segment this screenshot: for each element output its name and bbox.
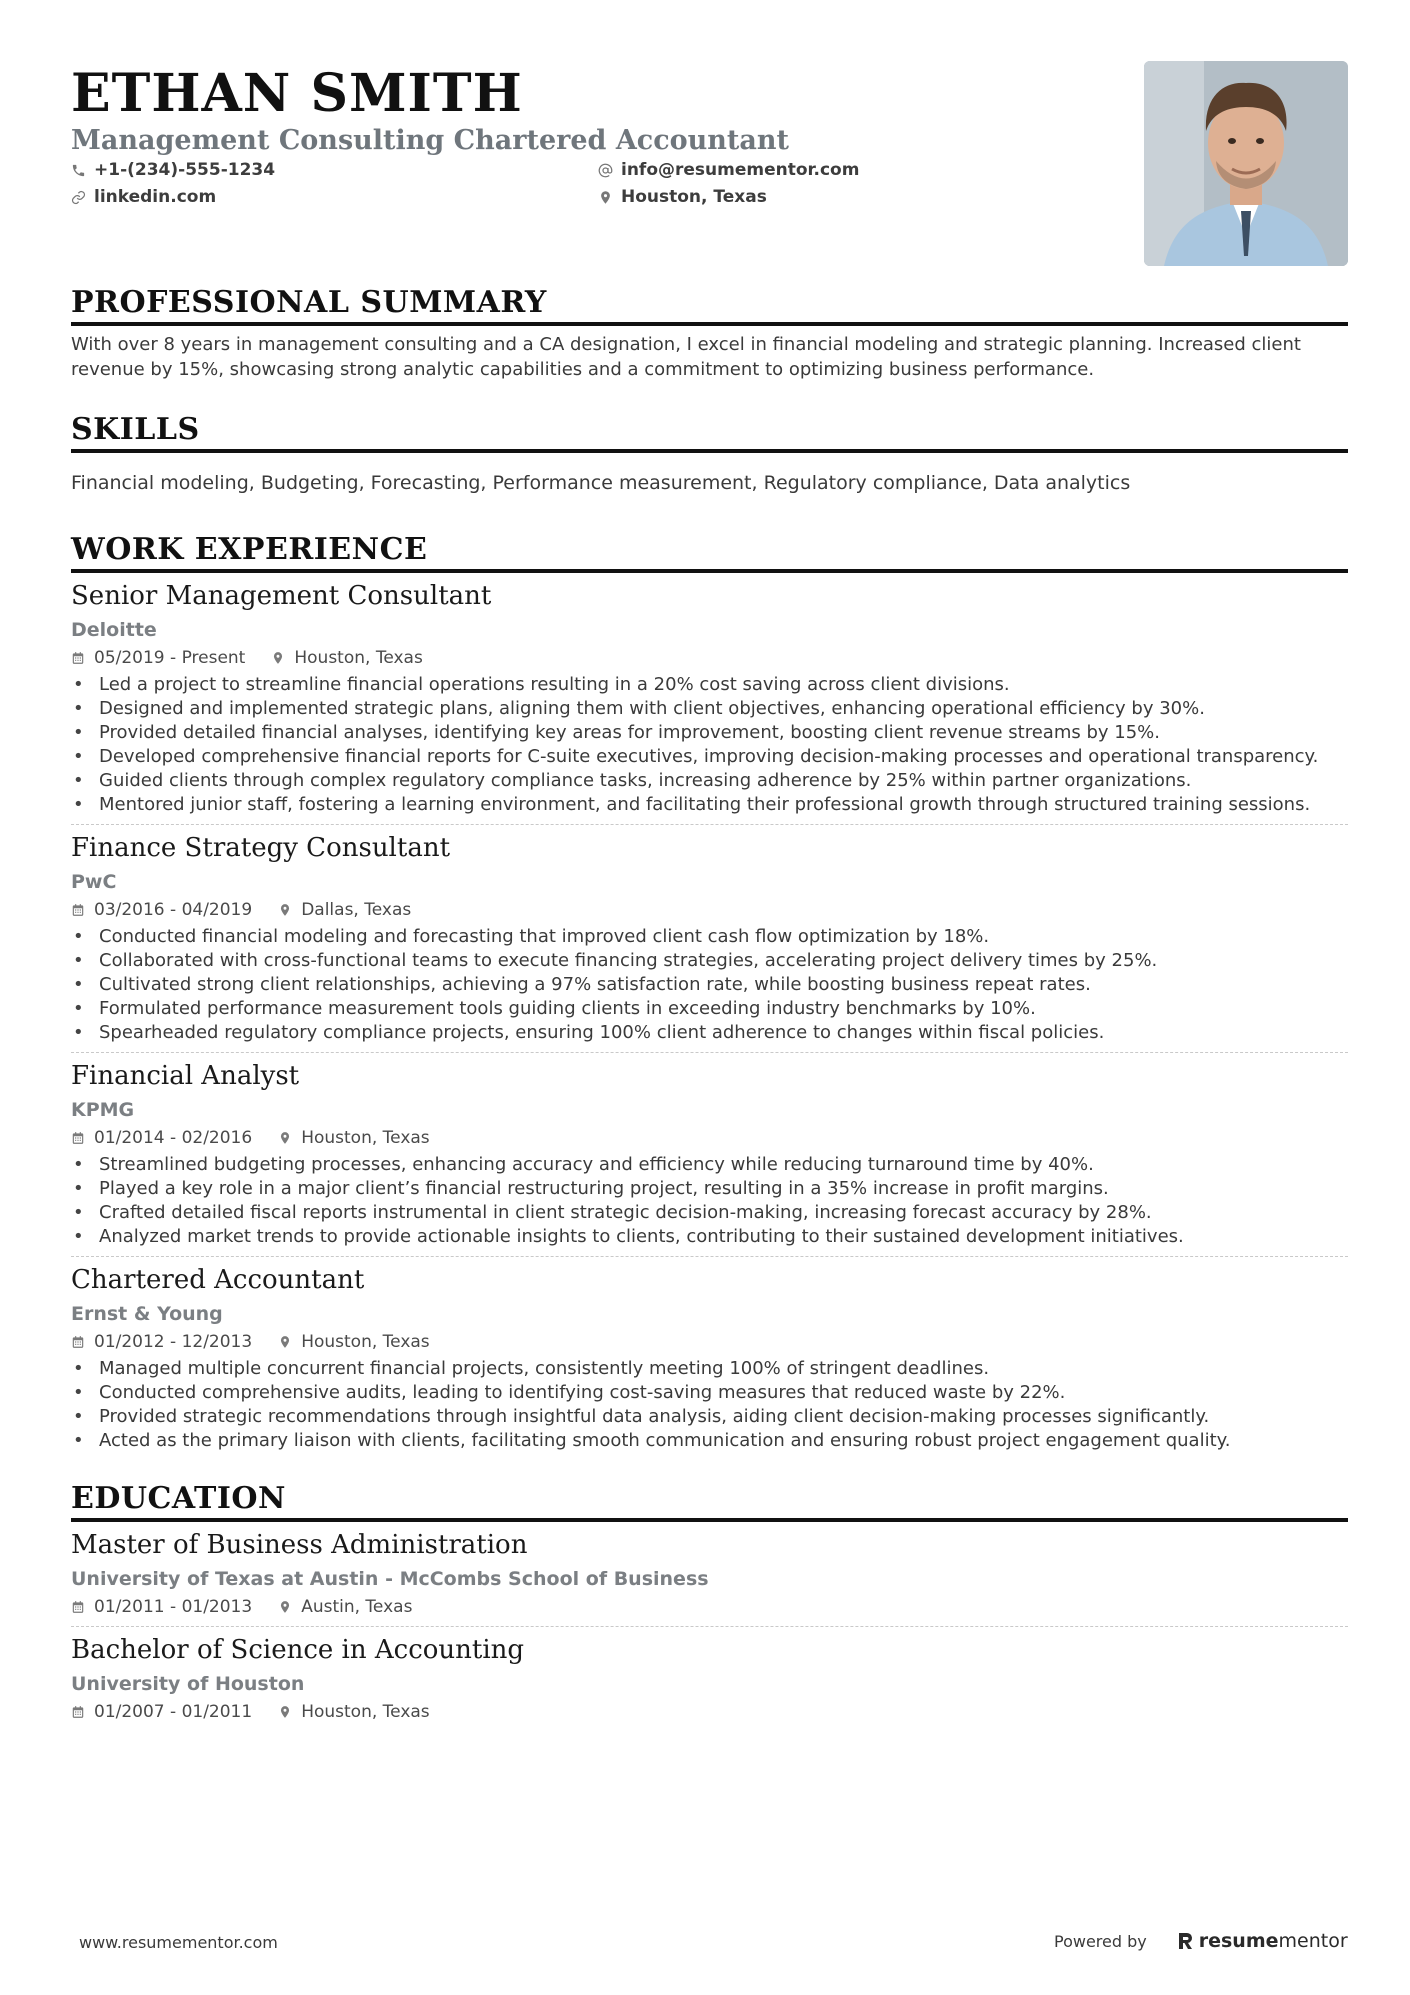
job-location: Houston, Texas xyxy=(301,1332,430,1352)
bullet-item: • Analyzed market trends to provide actionable insights to clients, contributing to their sustained development initiatives. xyxy=(71,1225,1348,1249)
calendar-icon xyxy=(71,1335,85,1349)
company-name: Deloitte xyxy=(71,619,157,641)
degree-title: Bachelor of Science in Accounting xyxy=(71,1635,525,1665)
bullet-item: • Collaborated with cross-functional teams to execute financing strategies, accelerating project delivery times by 25%. xyxy=(71,949,1348,973)
entry-divider xyxy=(71,1626,1348,1627)
experience-heading: WORK EXPERIENCE xyxy=(71,532,1348,573)
job-dates: 01/2014 - 02/2016 xyxy=(94,1128,253,1148)
job-meta xyxy=(71,646,1348,670)
job-title: Chartered Accountant xyxy=(71,1265,365,1295)
summary-section xyxy=(71,285,1348,382)
degree-title: Master of Business Administration xyxy=(71,1530,528,1560)
job-title: Financial Analyst xyxy=(71,1061,300,1091)
education-entry xyxy=(71,1528,1348,1627)
bullet-item: • Designed and implemented strategic plans, aligning them with client objectives, enhancing operational efficiency by 30%. xyxy=(71,697,1348,721)
job-dates: 03/2016 - 04/2019 xyxy=(94,900,253,920)
at-icon xyxy=(598,163,613,178)
location-pin-icon xyxy=(278,1600,292,1614)
bullet-item: • Provided strategic recommendations through insightful data analysis, aiding client decision-making processes significantly. xyxy=(71,1405,1348,1429)
bullet-item: • Provided detailed financial analyses, identifying key areas for improvement, boosting client revenue streams by 15%. xyxy=(71,721,1348,745)
education-location: Houston, Texas xyxy=(301,1702,430,1722)
location-pin-icon xyxy=(271,651,285,665)
job-entry xyxy=(71,1059,1348,1257)
location-pin-icon xyxy=(278,1131,292,1145)
job-title: Finance Strategy Consultant xyxy=(71,833,451,863)
bullet-item: • Conducted comprehensive audits, leading to identifying cost-saving measures that reduced waste by 22%. xyxy=(71,1381,1348,1405)
summary-heading: PROFESSIONAL SUMMARY xyxy=(71,285,1348,326)
job-location: Houston, Texas xyxy=(301,1128,430,1148)
job-bullets xyxy=(71,673,1348,817)
skills-text: Financial modeling, Budgeting, Forecasting, Performance measurement, Regulatory compliance, Data analytics xyxy=(71,472,1131,494)
job-location: Houston, Texas xyxy=(294,648,423,668)
bullet-item: • Led a project to streamline financial operations resulting in a 20% cost saving across client divisions. xyxy=(71,673,1348,697)
bullet-item: • Conducted financial modeling and forecasting that improved client cash flow optimization by 18%. xyxy=(71,925,1348,949)
powered-by-label: Powered by xyxy=(1054,1931,1147,1951)
school-name: University of Texas at Austin - McCombs School of Business xyxy=(71,1568,709,1590)
bullet-item: • Mentored junior staff, fostering a learning environment, and facilitating their professional growth through structured training sessions. xyxy=(71,793,1348,817)
job-location: Dallas, Texas xyxy=(301,900,412,920)
contact-phone[interactable] xyxy=(71,159,275,181)
education-meta xyxy=(71,1700,1348,1724)
brand-logo[interactable] xyxy=(1177,1930,1348,1952)
entry-divider xyxy=(71,1256,1348,1257)
education-dates: 01/2011 - 01/2013 xyxy=(94,1597,253,1617)
job-entry xyxy=(71,579,1348,825)
bullet-item: • Cultivated strong client relationships, achieving a 97% satisfaction rate, while boosting business repeat rates. xyxy=(71,973,1348,997)
bullet-item: • Managed multiple concurrent financial projects, consistently meeting 100% of stringent deadlines. xyxy=(71,1357,1348,1381)
job-meta xyxy=(71,1126,1348,1150)
job-bullets xyxy=(71,925,1348,1045)
bullet-item: • Acted as the primary liaison with clients, facilitating smooth communication and ensuring robust project engagement quality. xyxy=(71,1429,1348,1453)
brand-light: mentor xyxy=(1278,1930,1348,1952)
summary-text: With over 8 years in management consulting and a CA designation, I excel in financial modeling and strategic planning. Increased client revenue by 15%, showcasing strong analytic capabilities and a commitment to optimizing business performance. xyxy=(71,334,1301,380)
resume-header xyxy=(71,0,1348,270)
job-dates: 01/2012 - 12/2013 xyxy=(94,1332,253,1352)
bullet-item: • Formulated performance measurement tools guiding clients in exceeding industry benchmarks by 10%. xyxy=(71,997,1348,1021)
education-entry xyxy=(71,1633,1348,1724)
profile-photo xyxy=(1144,61,1348,266)
calendar-icon xyxy=(71,1600,85,1614)
bullet-item: • Guided clients through complex regulatory compliance tasks, increasing adherence by 25% within partner organizations. xyxy=(71,769,1348,793)
footer-website[interactable]: www.resumementor.com xyxy=(79,1933,278,1952)
education-location: Austin, Texas xyxy=(301,1597,413,1617)
job-dates: 05/2019 - Present xyxy=(94,648,246,668)
link-icon xyxy=(71,190,86,205)
footer-powered-by xyxy=(1054,1930,1348,1952)
calendar-icon xyxy=(71,1131,85,1145)
email-text: info@resumementor.com xyxy=(621,160,860,180)
job-meta xyxy=(71,898,1348,922)
job-title: Senior Management Consultant xyxy=(71,581,492,611)
skills-section xyxy=(71,412,1348,496)
bullet-item: • Played a key role in a major client’s financial restructuring project, resulting in a 35% increase in profit margins. xyxy=(71,1177,1348,1201)
bullet-item: • Spearheaded regulatory compliance projects, ensuring 100% client adherence to changes within fiscal policies. xyxy=(71,1021,1348,1045)
school-name: University of Houston xyxy=(71,1673,305,1695)
education-section xyxy=(71,1481,1348,1724)
linkedin-text: linkedin.com xyxy=(94,187,217,207)
portrait-illustration xyxy=(1144,61,1348,266)
calendar-icon xyxy=(71,651,85,665)
location-pin-icon xyxy=(278,1705,292,1719)
candidate-title: Management Consulting Chartered Accountant xyxy=(71,125,790,156)
resume-page xyxy=(71,0,1348,1724)
company-name: PwC xyxy=(71,871,117,893)
resumementor-logo-icon xyxy=(1177,1931,1193,1951)
phone-icon xyxy=(71,163,86,178)
entry-divider xyxy=(71,824,1348,825)
location-pin-icon xyxy=(598,190,613,205)
phone-text: +1-(234)-555-1234 xyxy=(94,160,276,180)
location-text: Houston, Texas xyxy=(621,187,767,207)
experience-section xyxy=(71,532,1348,1453)
candidate-name: ETHAN SMITH xyxy=(71,63,523,124)
education-meta xyxy=(71,1595,1348,1619)
contact-location xyxy=(598,186,767,208)
contact-email[interactable] xyxy=(598,159,859,181)
bullet-item: • Developed comprehensive financial reports for C-suite executives, improving decision-making processes and operational transparency. xyxy=(71,745,1348,769)
location-pin-icon xyxy=(278,1335,292,1349)
education-heading: EDUCATION xyxy=(71,1481,1348,1522)
job-meta xyxy=(71,1330,1348,1354)
entry-divider xyxy=(71,1052,1348,1053)
bullet-item: • Crafted detailed fiscal reports instrumental in client strategic decision-making, increasing forecast accuracy by 28%. xyxy=(71,1201,1348,1225)
job-bullets xyxy=(71,1357,1348,1453)
brand-bold: resume xyxy=(1198,1930,1279,1952)
company-name: Ernst & Young xyxy=(71,1303,223,1325)
bullet-item: • Streamlined budgeting processes, enhancing accuracy and efficiency while reducing turnaround time by 40%. xyxy=(71,1153,1348,1177)
job-entry xyxy=(71,831,1348,1053)
company-name: KPMG xyxy=(71,1099,135,1121)
job-bullets xyxy=(71,1153,1348,1249)
calendar-icon xyxy=(71,903,85,917)
contact-linkedin[interactable] xyxy=(71,186,216,208)
location-pin-icon xyxy=(278,903,292,917)
job-entry xyxy=(71,1263,1348,1453)
education-dates: 01/2007 - 01/2011 xyxy=(94,1702,253,1722)
calendar-icon xyxy=(71,1705,85,1719)
skills-heading: SKILLS xyxy=(71,412,1348,453)
